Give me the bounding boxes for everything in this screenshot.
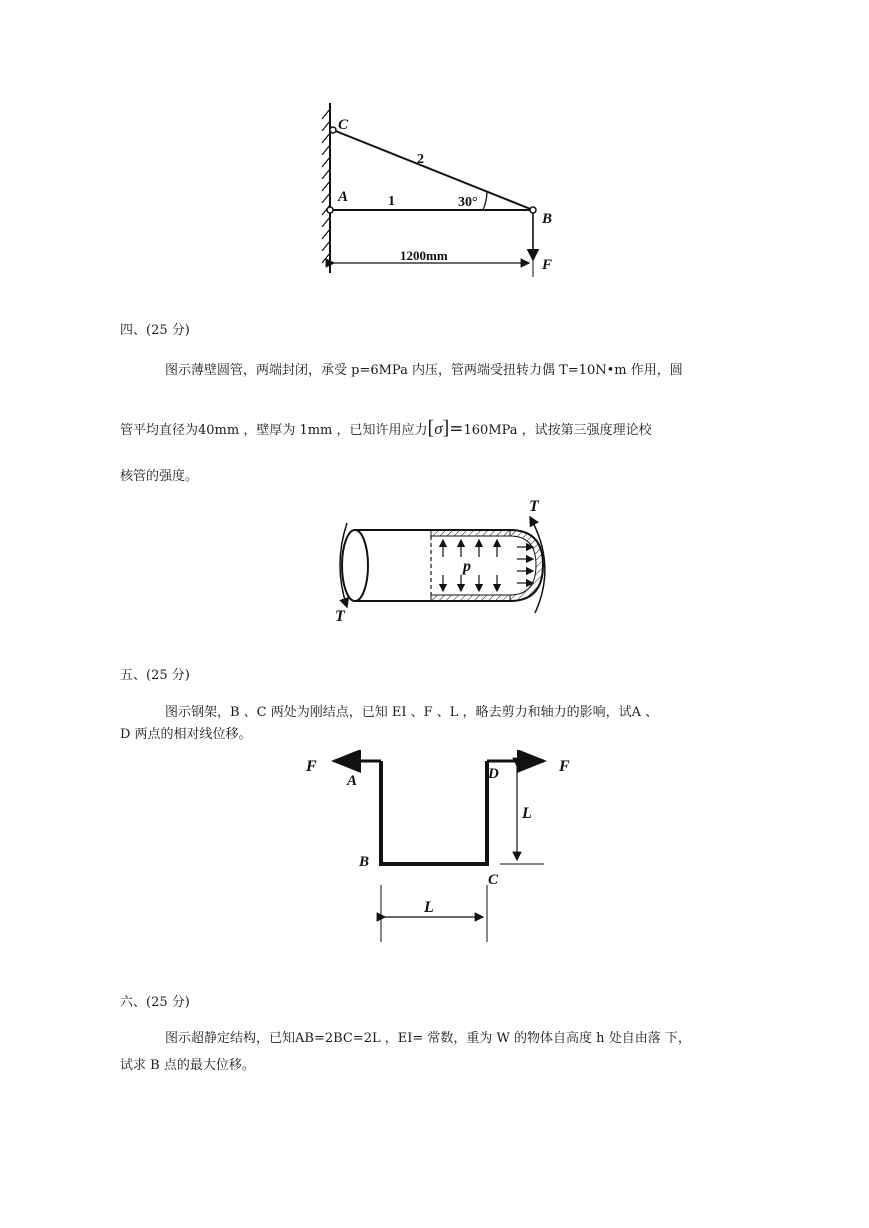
truss-figure [300,95,580,285]
section-4-text-line-2a: 管平均直径为40mm ，壁厚为 1mm ，已知许用应力 [120,423,428,438]
frame-structure [381,761,487,864]
section-4-text-line-2b: 160MPa ，试按第三强度理论校 [463,423,652,438]
label-c: C [488,872,499,888]
label-length: 1200mm [400,248,448,263]
label-t-top: T [529,498,539,515]
section-4-heading: 四、(25 分) [120,323,190,338]
section-5-text-line-2: D 两点的相对线位移。 [120,727,252,742]
label-l-horizontal: L [424,899,434,916]
tube-left-end [342,530,368,601]
label-a: A [338,189,349,205]
label-b: B [542,211,553,227]
equals-sign: = [449,419,464,439]
section-5-heading: 五、(25 分) [120,668,190,683]
label-l-vertical: L [522,805,532,822]
label-d: D [488,766,499,782]
section-6-text-line-1: 图示超静定结构，已知AB=2BC=2L ，EI= 常数，重为 W 的物体自高度 h 处自由落 下， [165,1031,691,1046]
tube-figure [325,495,565,630]
label-f-right: F [559,758,570,775]
section-4-text-line-3: 核管的强度。 [120,469,199,484]
bar-2 [333,130,533,210]
frame-figure [300,750,590,950]
section-4-text-line-1: 图示薄壁圆管，两端封闭，承受 p=6MPa 内压，管两端受扭转力偶 T=10N•m 作用，圆 [165,363,683,378]
label-p: p [463,558,471,575]
label-c: C [338,117,349,133]
label-a: A [347,773,358,789]
label-f-left: F [306,758,317,775]
label-bar-2: 2 [417,152,424,167]
label-t-bottom: T [335,608,345,625]
label-angle: 30° [458,195,478,210]
section-6-heading: 六、(25 分) [120,995,190,1010]
section-4-text-line-2 [120,417,652,439]
label-b: B [359,854,370,870]
label-f: F [542,257,553,273]
label-bar-1: 1 [388,194,395,209]
section-6-text-line-2: 试求 B 点的最大位移。 [120,1058,255,1073]
allowable-stress-symbol: [σ] [427,417,450,439]
wall-hatching [322,103,330,273]
section-5-text-line-1: 图示钢架，B 、C 两处为刚结点，已知 EI 、F 、L ，略去剪力和轴力的影响，试A 、 [165,705,659,720]
